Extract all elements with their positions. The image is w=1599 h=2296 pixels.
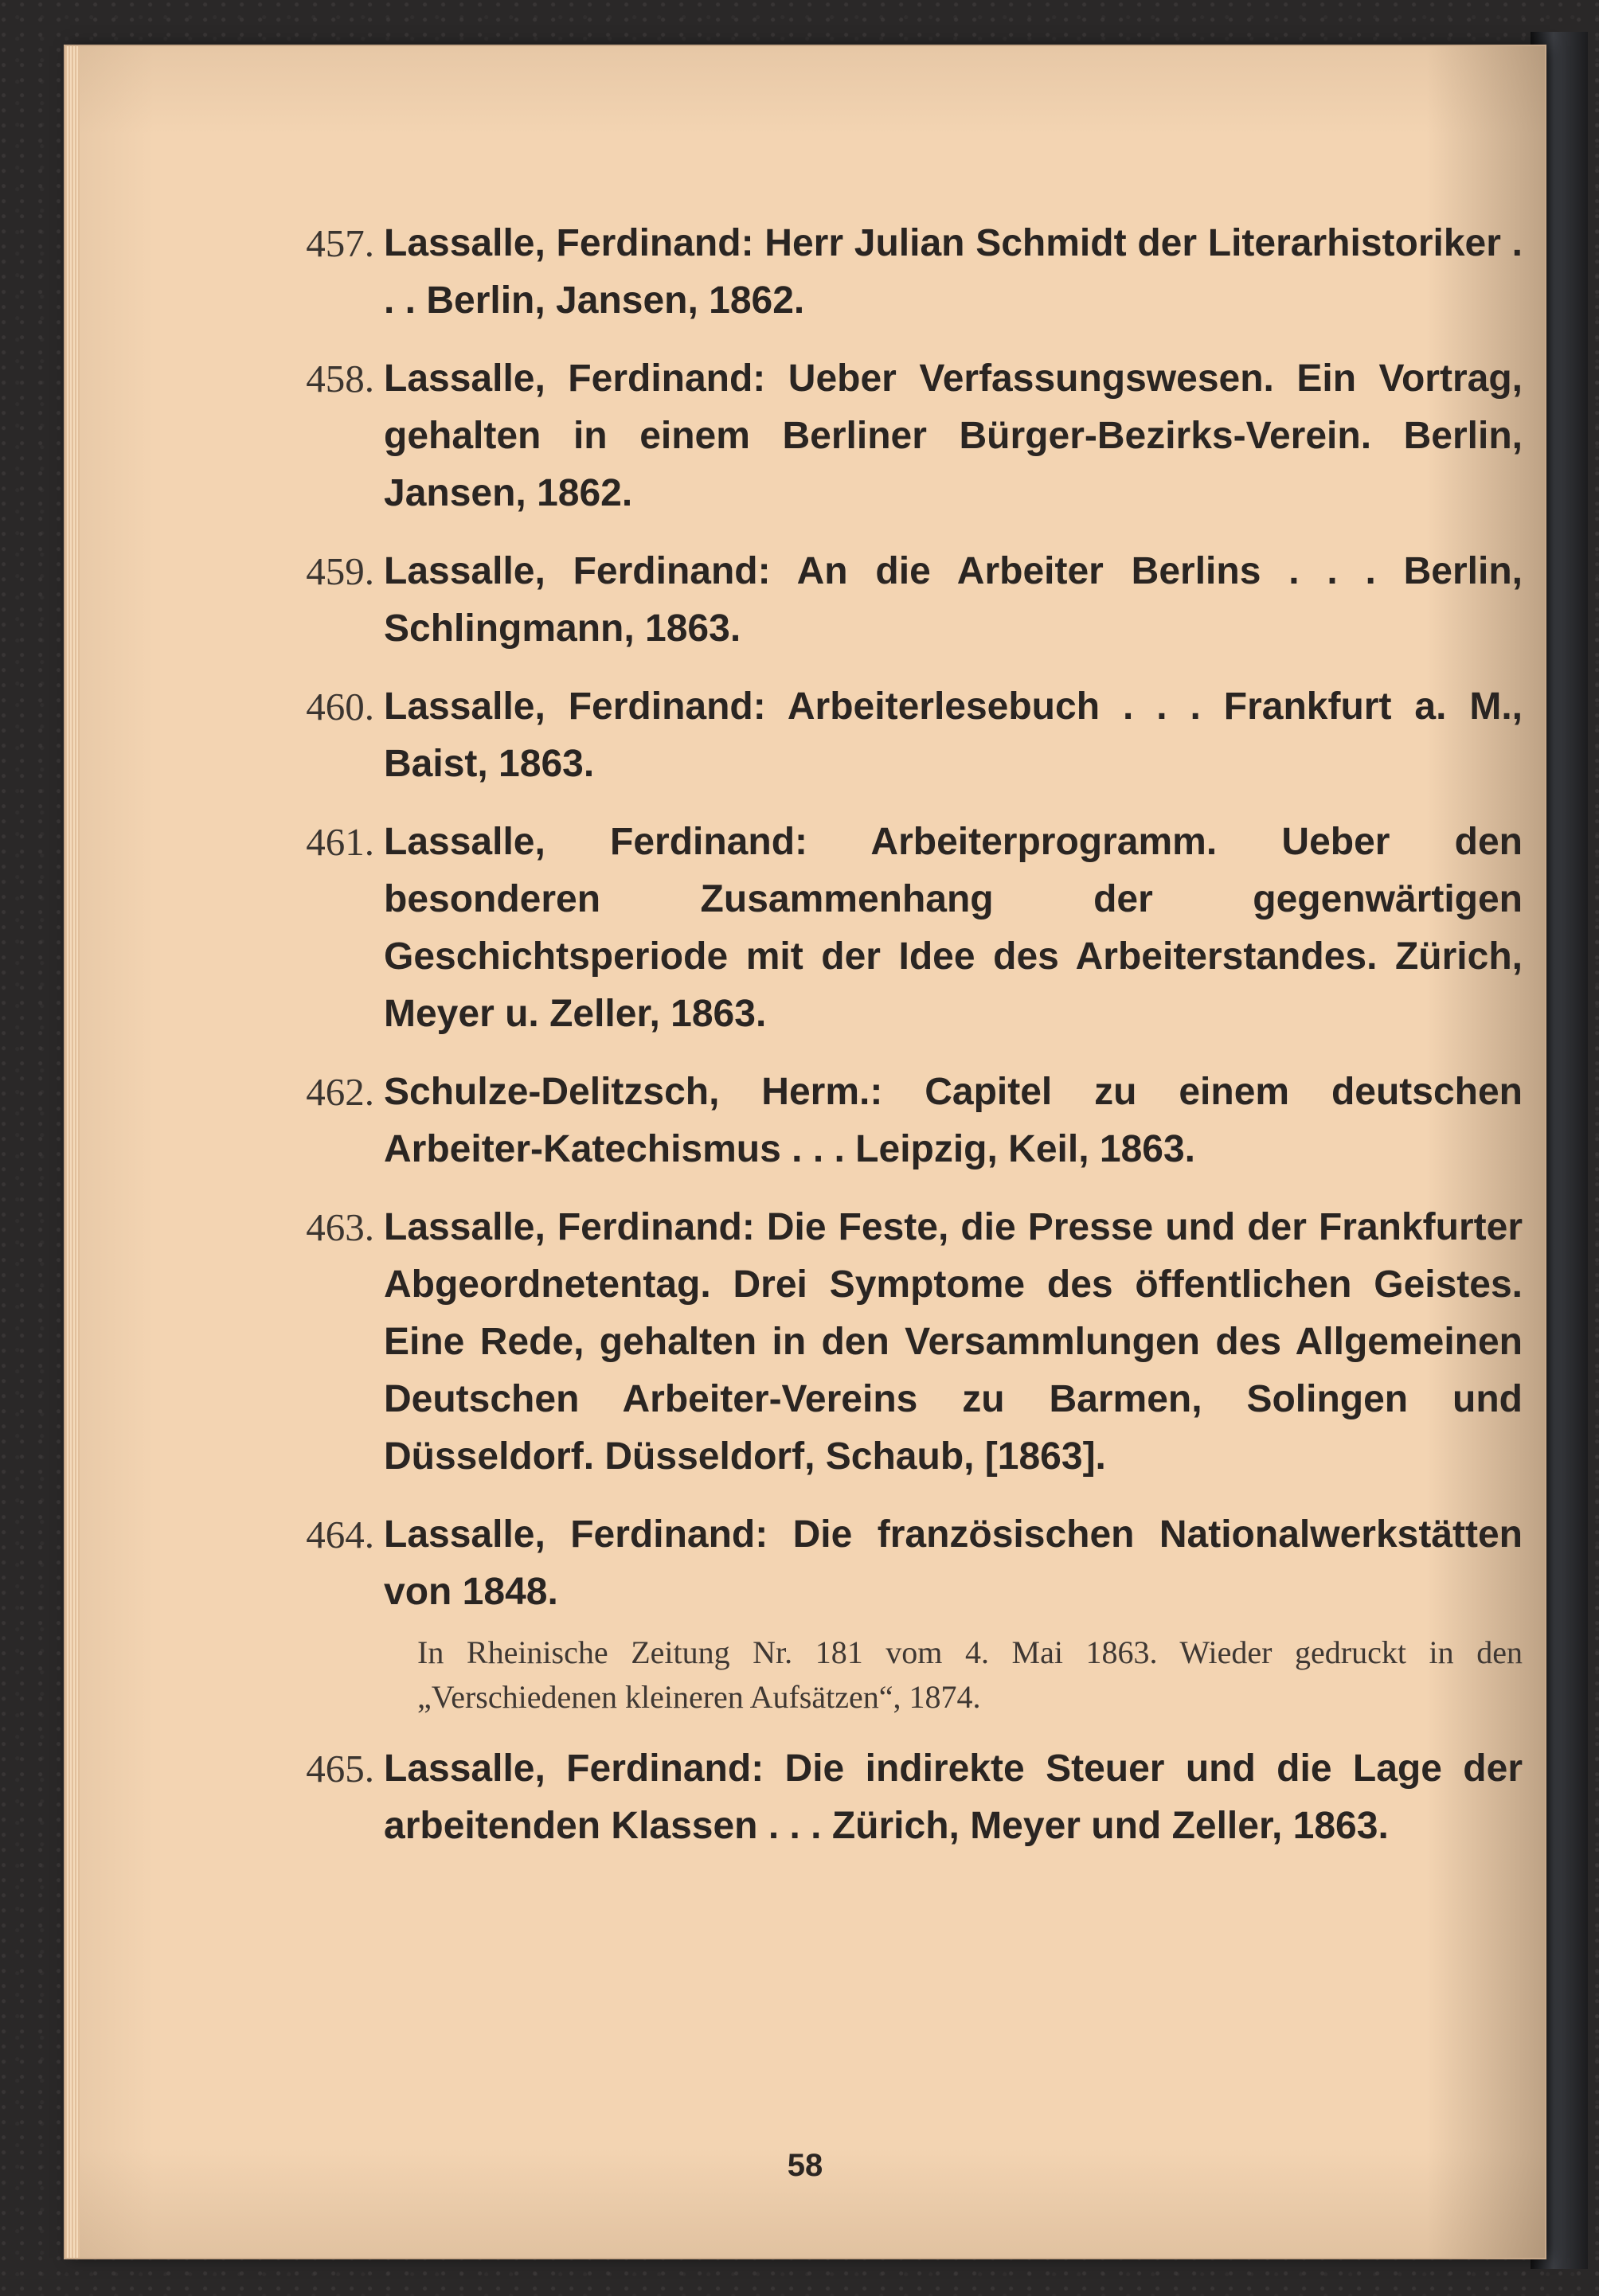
entry-number: 462. bbox=[306, 1070, 374, 1114]
entry-number: 460. bbox=[306, 685, 374, 728]
entry-number: 461. bbox=[306, 820, 374, 864]
entry-text: Schulze-Delitzsch, Herm.: Capitel zu einem deutschen Arbeiter-Katechismus . . . Leipzig, Keil, 1863. bbox=[384, 1071, 1523, 1170]
entry-text: Lassalle, Ferdinand: Die französischen Nationalwerkstätten von 1848. bbox=[384, 1513, 1523, 1613]
list-item bbox=[306, 1506, 1523, 1720]
list-item bbox=[306, 1199, 1523, 1486]
list-item bbox=[306, 1740, 1523, 1855]
entry-text: Lassalle, Ferdinand: Die indirekte Steuer und die Lage der arbeitenden Klassen . . . Zürich, Meyer und Zeller, 1863. bbox=[384, 1747, 1523, 1847]
entry-number: 457. bbox=[306, 221, 374, 265]
entry-number: 465. bbox=[306, 1747, 374, 1790]
entry-text: Lassalle, Ferdinand: Die Feste, die Presse und der Frankfurter Abgeordnetentag. Drei Symptome des öffentlichen Geistes. Eine Rede, gehalten in den Versammlungen des Allgemeinen Deutschen Arbeiter-Vereins zu Barmen, Solingen und Düsseldorf. Düsseldorf, Schaub, [1863]. bbox=[384, 1206, 1523, 1478]
entry-note: In Rheinische Zeitung Nr. 181 vom 4. Mai 1863. Wieder gedruckt in den „Verschiedenen kleineren Aufsätzen“, 1874. bbox=[417, 1634, 1523, 1715]
list-item bbox=[306, 350, 1523, 522]
bibliography-list bbox=[306, 215, 1523, 1876]
list-item bbox=[306, 215, 1523, 330]
list-item bbox=[306, 814, 1523, 1043]
entry-number: 463. bbox=[306, 1205, 374, 1249]
list-item bbox=[306, 678, 1523, 793]
entry-number: 458. bbox=[306, 357, 374, 400]
page-stack-edge bbox=[65, 46, 80, 2258]
entry-text: Lassalle, Ferdinand: Arbeiterlesebuch . . . Frankfurt a. M., Baist, 1863. bbox=[384, 685, 1523, 785]
page-number: 58 bbox=[787, 2148, 823, 2183]
entry-text: Lassalle, Ferdinand: Herr Julian Schmidt der Literarhistoriker . . . Berlin, Jansen, 1862. bbox=[384, 222, 1523, 322]
entry-number: 464. bbox=[306, 1513, 374, 1556]
entry-text: Lassalle, Ferdinand: An die Arbeiter Berlins . . . Berlin, Schlingmann, 1863. bbox=[384, 550, 1523, 650]
entry-number: 459. bbox=[306, 549, 374, 593]
book-page bbox=[65, 46, 1545, 2258]
entry-text: Lassalle, Ferdinand: Ueber Verfassungswesen. Ein Vortrag, gehalten in einem Berliner Bürger-Bezirks-Verein. Berlin, Jansen, 1862. bbox=[384, 357, 1523, 514]
entry-text: Lassalle, Ferdinand: Arbeiterprogramm. Ueber den besonderen Zusammenhang der gegenwärtigen Geschichtsperiode mit der Idee des Arbeiterstandes. Zürich, Meyer u. Zeller, 1863. bbox=[384, 821, 1523, 1035]
list-item bbox=[306, 543, 1523, 658]
list-item bbox=[306, 1064, 1523, 1178]
